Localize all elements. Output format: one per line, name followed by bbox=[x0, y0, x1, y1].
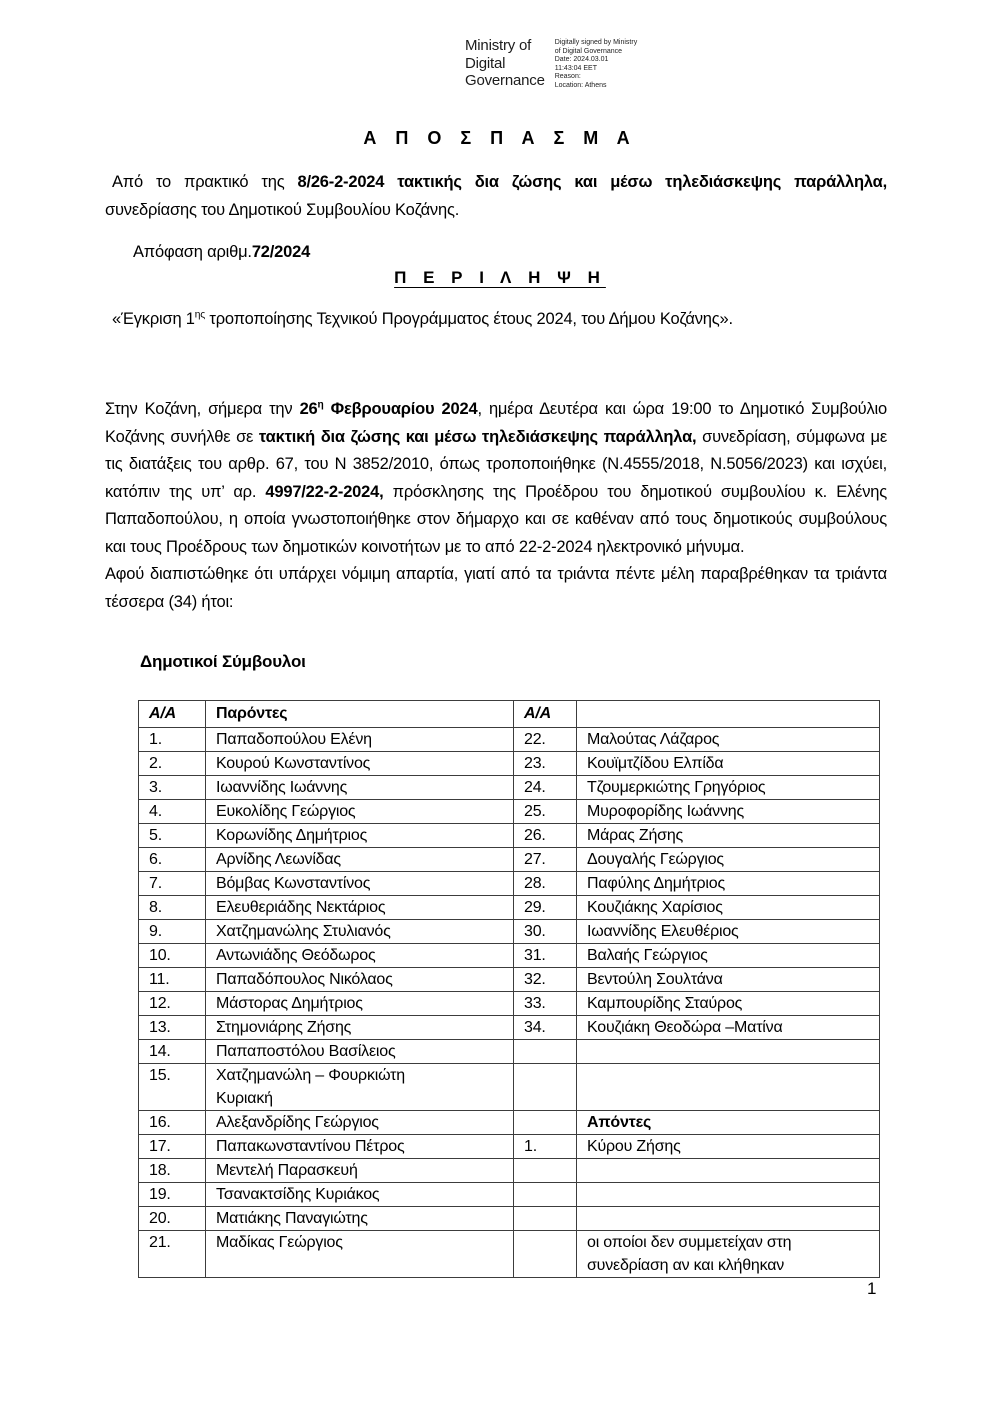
cell-left-name: Παπαδοπούλου Ελένη bbox=[206, 728, 514, 752]
cell-left-name: Αλεξανδρίδης Γεώργιος bbox=[206, 1111, 514, 1135]
cell-left-name: Παπαποστόλου Βασίλειος bbox=[206, 1040, 514, 1064]
cell-right-index bbox=[514, 1231, 577, 1278]
summary-text: «Έγκριση $1^{\eta\varsigma}$ τροποποίησης Τεχνικού Προγράμματος έτους 2024, του Δήμου Κοζάνης». bbox=[112, 309, 733, 328]
table-row bbox=[139, 1183, 880, 1207]
header-present: Παρόντες bbox=[206, 701, 514, 728]
cell-right-name bbox=[577, 1064, 880, 1111]
session-paragraph: Στην Κοζάνη, σήμερα την $26^\eta$ Φεβρουαρίου 2024, ημέρα Δευτέρα και ώρα 19:00 το Δημοτικό Συμβούλιο Κοζάνης συνήλθε σε τακτική δια ζώσης και μέσω τηλεδιάσκεψης παράλληλα, συνεδρίαση, σύμφωνα με τις διατάξεις του αρθρ. 67, του Ν 3852/2010, όπως τροποποιήθηκε (Ν.4555/2018, Ν.5056/2023) και ισχύει, κατόπιν της υπ’ αρ. 4997/22-2-2024, πρόσκλησης της Προέδρου του δημοτικού συμβουλίου κ. Ελένης Παπαδοπούλου, η οποία γνωστοποιήθηκε στον δήμαρχο και σε καθέναν από τους δημοτικούς συμβούλους και τους Προέδρους των δημοτικών κοινοτήτων με το από 22-2-2024 ηλεκτρονικό μήνυμα. bbox=[105, 399, 887, 556]
cell-left-name: Τσανακτσίδης Κυριάκος bbox=[206, 1183, 514, 1207]
table-row bbox=[139, 896, 880, 920]
cell-right-index: 24. bbox=[514, 776, 577, 800]
table-row bbox=[139, 1231, 880, 1278]
cell-left-name: Μαδίκας Γεώργιος bbox=[206, 1231, 514, 1278]
cell-left-index: 18. bbox=[139, 1159, 206, 1183]
cell-right-index bbox=[514, 1111, 577, 1135]
table-row bbox=[139, 1064, 880, 1111]
cell-left-name: Στημονιάρης Ζήσης bbox=[206, 1016, 514, 1040]
cell-right-name: Κουϊμτζίδου Ελπίδα bbox=[577, 752, 880, 776]
cell-left-name: Μάστορας Δημήτριος bbox=[206, 992, 514, 1016]
page-number: 1 bbox=[867, 1279, 877, 1298]
table-row bbox=[139, 800, 880, 824]
cell-right-index: 33. bbox=[514, 992, 577, 1016]
cell-left-name: Ευκολίδης Γεώργιος bbox=[206, 800, 514, 824]
intro-paragraph bbox=[105, 169, 887, 224]
cell-right-name: Μαλούτας Λάζαρος bbox=[577, 728, 880, 752]
header-left-index: Α/Α bbox=[139, 701, 206, 728]
table-row bbox=[139, 1016, 880, 1040]
table-body bbox=[139, 728, 880, 1278]
cell-right-index bbox=[514, 1040, 577, 1064]
cell-right-name: Ιωαννίδης Ελευθέριος bbox=[577, 920, 880, 944]
cell-right-index: 25. bbox=[514, 800, 577, 824]
table-row bbox=[139, 824, 880, 848]
cell-right-name bbox=[577, 1207, 880, 1231]
cell-left-index: 2. bbox=[139, 752, 206, 776]
body-block bbox=[105, 396, 887, 616]
cell-left-name: Ιωαννίδης Ιωάννης bbox=[206, 776, 514, 800]
cell-left-name: Ματιάκης Παναγιώτης bbox=[206, 1207, 514, 1231]
cell-right-index: 31. bbox=[514, 944, 577, 968]
cell-right-index bbox=[514, 1064, 577, 1111]
cell-right-index: 23. bbox=[514, 752, 577, 776]
cell-left-index: 16. bbox=[139, 1111, 206, 1135]
cell-right-name: οι οποίοι δεν συμμετείχαν στη συνεδρίαση αν και κλήθηκαν bbox=[577, 1231, 880, 1278]
quorum-paragraph: Αφού διαπιστώθηκε ότι υπάρχει νόμιμη απαρτία, γιατί από τα τριάντα πέντε μέλη παραβρέθηκαν τα τριάντα τέσσερα (34) ήτοι: bbox=[105, 565, 887, 611]
cell-left-name: Παπακωνσταντίνου Πέτρος bbox=[206, 1135, 514, 1159]
councilors-table bbox=[138, 700, 880, 1278]
cell-left-index: 19. bbox=[139, 1183, 206, 1207]
intro-text: Από το πρακτικό της 8/26-2-2024 τακτικής δια ζώσης και μέσω τηλεδιάσκεψης παράλληλα, συνεδρίασης του Δημοτικού Συμβουλίου Κοζάνης. bbox=[105, 173, 887, 219]
cell-right-index: 32. bbox=[514, 968, 577, 992]
cell-right-index: 1. bbox=[514, 1135, 577, 1159]
cell-left-name: Αρνίδης Λεωνίδας bbox=[206, 848, 514, 872]
cell-left-name: Μεντελή Παρασκευή bbox=[206, 1159, 514, 1183]
cell-right-index: 29. bbox=[514, 896, 577, 920]
digital-signature-stamp bbox=[465, 37, 637, 90]
header-empty bbox=[577, 701, 880, 728]
cell-left-name: Χατζημανώλη – Φουρκιώτη Κυριακή bbox=[206, 1064, 514, 1111]
cell-right-name: Βαλαής Γεώργιος bbox=[577, 944, 880, 968]
cell-right-name: Μάρας Ζήσης bbox=[577, 824, 880, 848]
cell-left-index: 3. bbox=[139, 776, 206, 800]
cell-right-index: 26. bbox=[514, 824, 577, 848]
cell-right-name: Δουγαλής Γεώργιος bbox=[577, 848, 880, 872]
cell-right-index: 27. bbox=[514, 848, 577, 872]
summary-heading: Π Ε Ρ Ι Λ Η Ψ Η bbox=[394, 268, 606, 287]
cell-right-index: 34. bbox=[514, 1016, 577, 1040]
cell-right-index bbox=[514, 1159, 577, 1183]
cell-right-index bbox=[514, 1183, 577, 1207]
cell-right-name: Τζουμερκιώτης Γρηγόριος bbox=[577, 776, 880, 800]
table-row bbox=[139, 752, 880, 776]
cell-right-name bbox=[577, 1183, 880, 1207]
councilors-heading: Δημοτικοί Σύμβουλοι bbox=[140, 652, 306, 671]
cell-left-name: Αντωνιάδης Θεόδωρος bbox=[206, 944, 514, 968]
cell-left-index: 11. bbox=[139, 968, 206, 992]
cell-left-index: 4. bbox=[139, 800, 206, 824]
cell-right-index: 22. bbox=[514, 728, 577, 752]
cell-right-name: Απόντες bbox=[577, 1111, 880, 1135]
cell-left-index: 15. bbox=[139, 1064, 206, 1111]
signature-details: Digitally signed by Ministry of Digital Governance Date: 2024.03.01 11:43:04 EET Reason: Location: Athens bbox=[554, 39, 638, 89]
cell-left-name: Κορωνίδης Δημήτριος bbox=[206, 824, 514, 848]
cell-left-index: 10. bbox=[139, 944, 206, 968]
cell-left-index: 20. bbox=[139, 1207, 206, 1231]
cell-left-index: 12. bbox=[139, 992, 206, 1016]
cell-left-index: 6. bbox=[139, 848, 206, 872]
cell-left-index: 14. bbox=[139, 1040, 206, 1064]
table-row bbox=[139, 920, 880, 944]
cell-left-index: 7. bbox=[139, 872, 206, 896]
cell-left-index: 1. bbox=[139, 728, 206, 752]
cell-right-name: Παφύλης Δημήτριος bbox=[577, 872, 880, 896]
table-row bbox=[139, 1207, 880, 1231]
cell-left-name: Ελευθεριάδης Νεκτάριος bbox=[206, 896, 514, 920]
table-row bbox=[139, 776, 880, 800]
cell-right-name bbox=[577, 1159, 880, 1183]
cell-right-index: 30. bbox=[514, 920, 577, 944]
decision-number: Απόφαση αριθμ.72/2024 bbox=[133, 243, 311, 261]
table-row bbox=[139, 848, 880, 872]
table-row bbox=[139, 1111, 880, 1135]
cell-left-index: 9. bbox=[139, 920, 206, 944]
table-row bbox=[139, 968, 880, 992]
cell-right-name: Μυροφορίδης Ιωάννης bbox=[577, 800, 880, 824]
table-row bbox=[139, 728, 880, 752]
document-title: Α Π Ο Σ Π Α Σ Μ Α bbox=[363, 128, 637, 148]
table-row bbox=[139, 1159, 880, 1183]
cell-left-name: Βόμβας Κωνσταντίνος bbox=[206, 872, 514, 896]
cell-right-name: Καμπουρίδης Σταύρος bbox=[577, 992, 880, 1016]
cell-right-name bbox=[577, 1040, 880, 1064]
cell-left-name: Παπαδόπουλος Νικόλαος bbox=[206, 968, 514, 992]
table-row bbox=[139, 872, 880, 896]
cell-right-index: 28. bbox=[514, 872, 577, 896]
cell-left-index: 17. bbox=[139, 1135, 206, 1159]
cell-right-name: Κουζιάκη Θεοδώρα –Ματίνα bbox=[577, 1016, 880, 1040]
cell-left-index: 8. bbox=[139, 896, 206, 920]
table-row bbox=[139, 1135, 880, 1159]
cell-right-name: Βεντούλη Σουλτάνα bbox=[577, 968, 880, 992]
table-row bbox=[139, 944, 880, 968]
signature-authority-name: Ministry of Digital Governance bbox=[465, 37, 545, 90]
cell-right-name: Κουζιάκης Χαρίσιος bbox=[577, 896, 880, 920]
cell-left-name: Κουρού Κωνσταντίνος bbox=[206, 752, 514, 776]
summary-paragraph bbox=[112, 306, 887, 334]
cell-left-index: 21. bbox=[139, 1231, 206, 1278]
table-header-row bbox=[139, 701, 880, 728]
cell-left-index: 5. bbox=[139, 824, 206, 848]
table-row bbox=[139, 1040, 880, 1064]
cell-left-index: 13. bbox=[139, 1016, 206, 1040]
cell-right-index bbox=[514, 1207, 577, 1231]
table-row bbox=[139, 992, 880, 1016]
cell-right-name: Κύρου Ζήσης bbox=[577, 1135, 880, 1159]
cell-left-name: Χατζημανώλης Στυλιανός bbox=[206, 920, 514, 944]
header-right-index: Α/Α bbox=[514, 701, 577, 728]
